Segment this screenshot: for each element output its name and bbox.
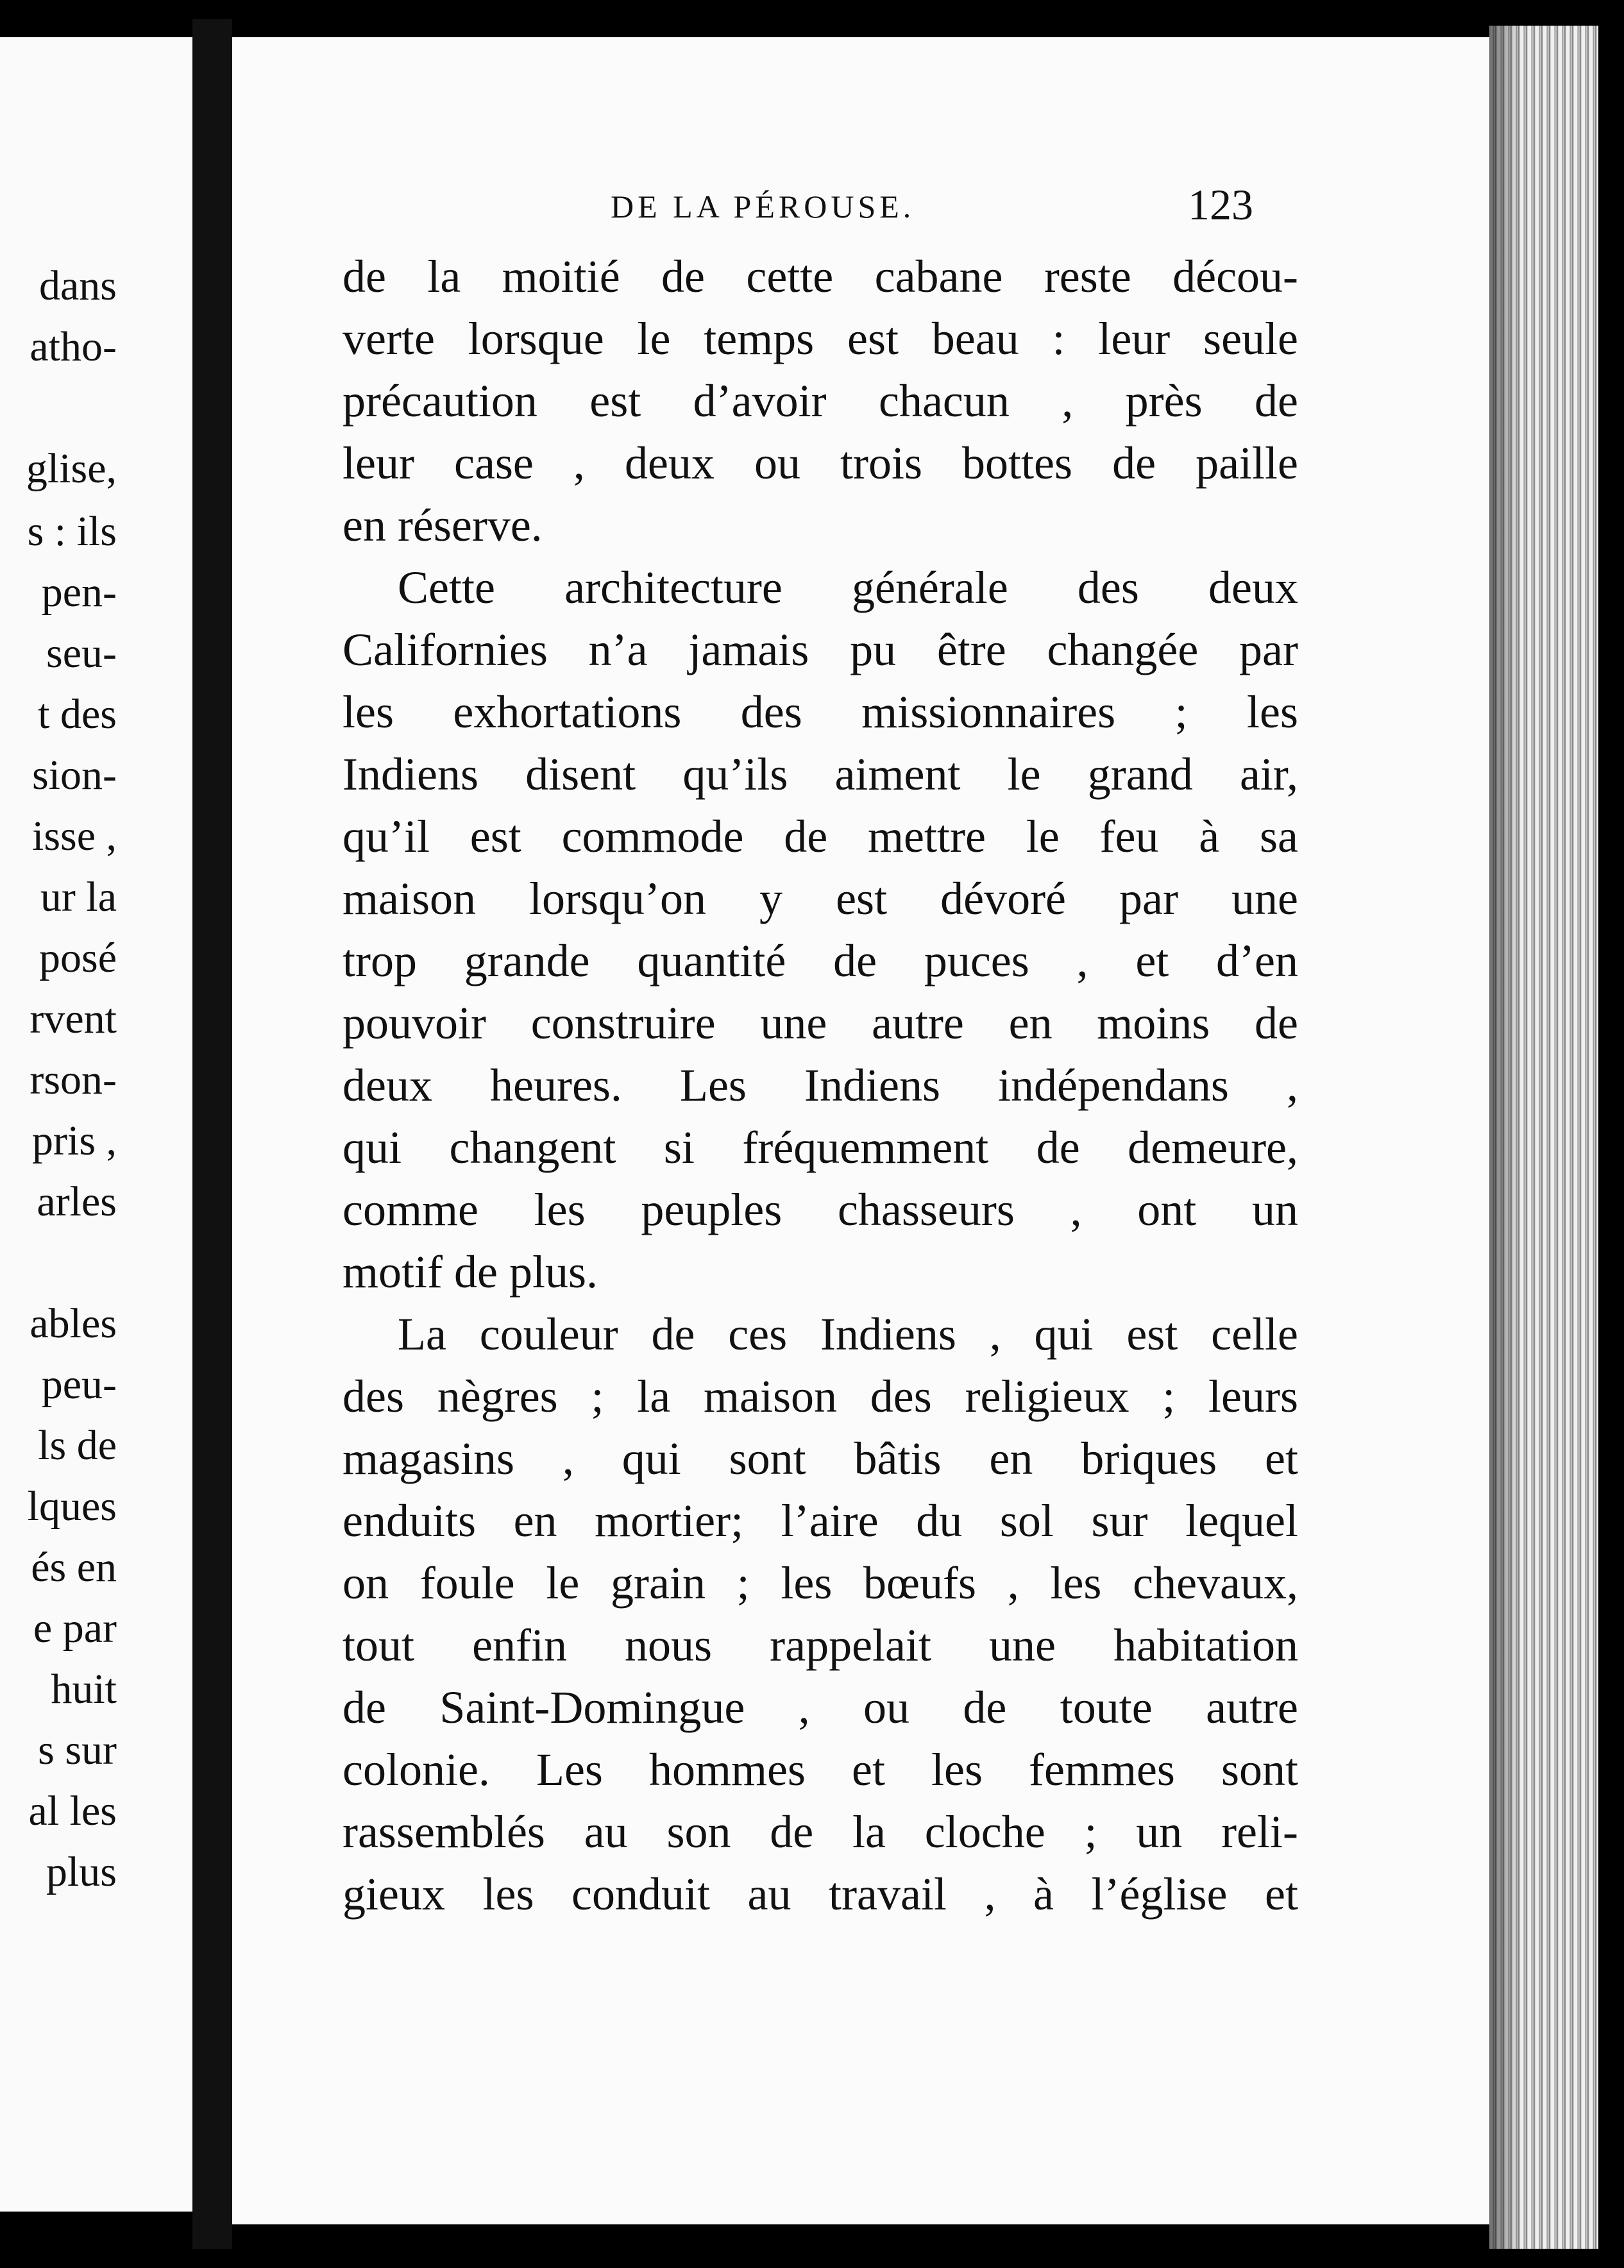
text-line: en réserve. bbox=[343, 500, 543, 551]
left-page-line: lques bbox=[27, 1483, 117, 1530]
left-page-line: ables bbox=[30, 1300, 117, 1347]
text-line: motif de plus. bbox=[343, 1246, 598, 1298]
left-page-line: ur la bbox=[40, 874, 117, 920]
text-line: on foule le grain ; les bœufs , les chevaux, bbox=[343, 1557, 1298, 1609]
left-page-line: plus bbox=[46, 1849, 117, 1895]
left-page-line: atho- bbox=[30, 323, 117, 370]
text-line: Californies n’a jamais pu être changée par bbox=[343, 624, 1298, 675]
text-line: tout enfin nous rappelait une habitation bbox=[343, 1620, 1298, 1671]
text-line: gieux les conduit au travail , à l’église et bbox=[343, 1868, 1298, 1920]
left-page-line: pen- bbox=[41, 569, 117, 616]
text-line: de la moitié de cette cabane reste décou- bbox=[343, 251, 1298, 302]
left-page-line: és en bbox=[31, 1544, 117, 1591]
left-facing-page bbox=[0, 37, 192, 2212]
text-line: verte lorsque le temps est beau : leur seule bbox=[343, 313, 1298, 364]
text-line: de Saint-Domingue , ou de toute autre bbox=[343, 1682, 1298, 1733]
left-page-line: glise, bbox=[26, 445, 117, 492]
left-page-line: ls de bbox=[38, 1422, 117, 1469]
text-line: La couleur de ces Indiens , qui est celle bbox=[398, 1308, 1298, 1360]
text-line: Indiens disent qu’ils aiment le grand air, bbox=[343, 749, 1298, 800]
left-page-line: sion- bbox=[32, 752, 117, 799]
left-page-line: huit bbox=[51, 1666, 117, 1713]
left-page-line: dans bbox=[39, 262, 117, 309]
text-line: pouvoir construire une autre en moins de bbox=[343, 997, 1298, 1049]
running-head: DE LA PÉROUSE. bbox=[611, 189, 915, 224]
text-line: des nègres ; la maison des religieux ; leurs bbox=[343, 1371, 1298, 1422]
left-page-line: isse , bbox=[32, 813, 117, 859]
text-line: maison lorsqu’on y est dévoré par une bbox=[343, 873, 1298, 924]
text-line: les exhortations des missionnaires ; les bbox=[343, 686, 1298, 738]
left-page-line: t des bbox=[38, 691, 117, 738]
text-line: rassemblés au son de la cloche ; un reli- bbox=[343, 1806, 1298, 1858]
left-page-line: al les bbox=[28, 1788, 117, 1834]
left-page-line: rson- bbox=[30, 1056, 117, 1103]
left-page-line: e par bbox=[33, 1605, 117, 1652]
text-line: colonie. Les hommes et les femmes sont bbox=[343, 1744, 1298, 1795]
left-page-line: s : ils bbox=[27, 508, 117, 555]
text-line: comme les peuples chasseurs , ont un bbox=[343, 1184, 1298, 1235]
text-line: Cette architecture générale des deux bbox=[398, 562, 1298, 613]
book-gutter bbox=[192, 19, 232, 2249]
scan-border bbox=[1598, 0, 1624, 2268]
page-body-text bbox=[343, 246, 1298, 1925]
left-page-line: peu- bbox=[41, 1361, 117, 1408]
text-line: deux heures. Les Indiens indépendans , bbox=[343, 1060, 1298, 1111]
left-page-line: rvent bbox=[30, 995, 117, 1042]
right-page bbox=[232, 37, 1489, 2224]
text-line: qu’il est commode de mettre le feu à sa bbox=[343, 811, 1298, 862]
text-line: qui changent si fréquemment de demeure, bbox=[343, 1122, 1298, 1173]
page-edge-shadow bbox=[1489, 26, 1521, 2249]
text-line: trop grande quantité de puces , et d’en bbox=[343, 935, 1298, 986]
left-page-line: arles bbox=[37, 1178, 117, 1225]
text-line: précaution est d’avoir chacun , près de bbox=[343, 375, 1298, 427]
left-page-line: pris , bbox=[32, 1117, 117, 1164]
left-page-line: seu- bbox=[46, 630, 117, 677]
text-line: enduits en mortier; l’aire du sol sur lequel bbox=[343, 1495, 1298, 1546]
text-line: magasins , qui sont bâtis en briques et bbox=[343, 1433, 1298, 1484]
page-number: 123 bbox=[1188, 180, 1253, 229]
text-line: leur case , deux ou trois bottes de paille bbox=[343, 437, 1298, 489]
left-page-line: s sur bbox=[38, 1727, 117, 1773]
left-page-line: posé bbox=[39, 935, 117, 981]
